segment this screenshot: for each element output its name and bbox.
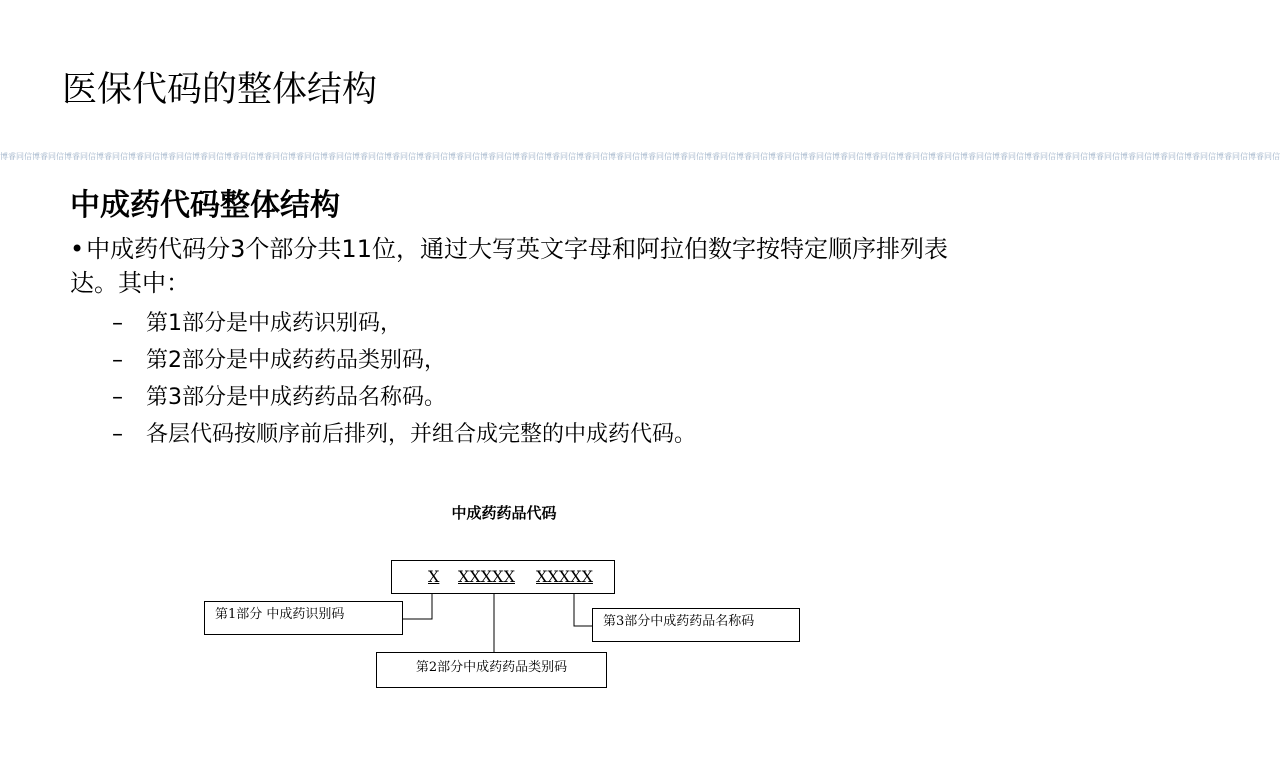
label-box-part3: 第3部分中成药药品名称码 [592, 608, 800, 642]
dash-marker: – [112, 385, 123, 410]
connector-part1 [403, 594, 432, 619]
list-item-text: 第3部分是中成药药品名称码。 [146, 385, 446, 410]
label-box-part2: 第2部分中成药药品类别码 [376, 652, 607, 688]
connector-part3 [574, 594, 592, 626]
code-part1: X [428, 567, 440, 586]
code-part3: XXXXX [536, 567, 593, 586]
diagram-title: 中成药药品代码 [451, 504, 557, 522]
watermark-strip: 博睿同信博睿同信博睿同信博睿同信博睿同信博睿同信博睿同信博睿同信博睿同信博睿同信博睿同信博睿同信博睿同信博睿同信博睿同信博睿同信博睿同信博睿同信博睿同信博睿同信博睿同信博睿同信博睿同信博睿同信博睿同信博睿同信博睿同信博睿同信博睿同信博睿同信博睿同信博睿同信博睿同信博睿同信博睿同信博睿同信博睿同信博睿同信博睿同信博睿同信 [0, 152, 1280, 161]
list-item-text: 第2部分是中成药药品类别码， [146, 348, 446, 373]
dash-marker: – [112, 348, 123, 373]
intro-text: 中成药代码分3个部分共11位，通过大写英文字母和阿拉伯数字按特定顺序排列表达。其中： [70, 235, 948, 297]
bullet-marker: • [70, 235, 85, 263]
list-item-text: 各层代码按顺序前后排列，并组合成完整的中成药代码。 [146, 422, 697, 447]
label-box-part1: 第1部分 中成药识别码 [204, 601, 403, 635]
code-part2: XXXXX [458, 567, 515, 586]
code-box [391, 560, 615, 594]
dash-marker: – [112, 422, 123, 447]
slide-title: 医保代码的整体结构 [62, 70, 378, 110]
list-item-text: 第1部分是中成药识别码， [146, 311, 402, 336]
dash-marker: – [112, 311, 123, 336]
section-heading: 中成药代码整体结构 [70, 188, 340, 223]
